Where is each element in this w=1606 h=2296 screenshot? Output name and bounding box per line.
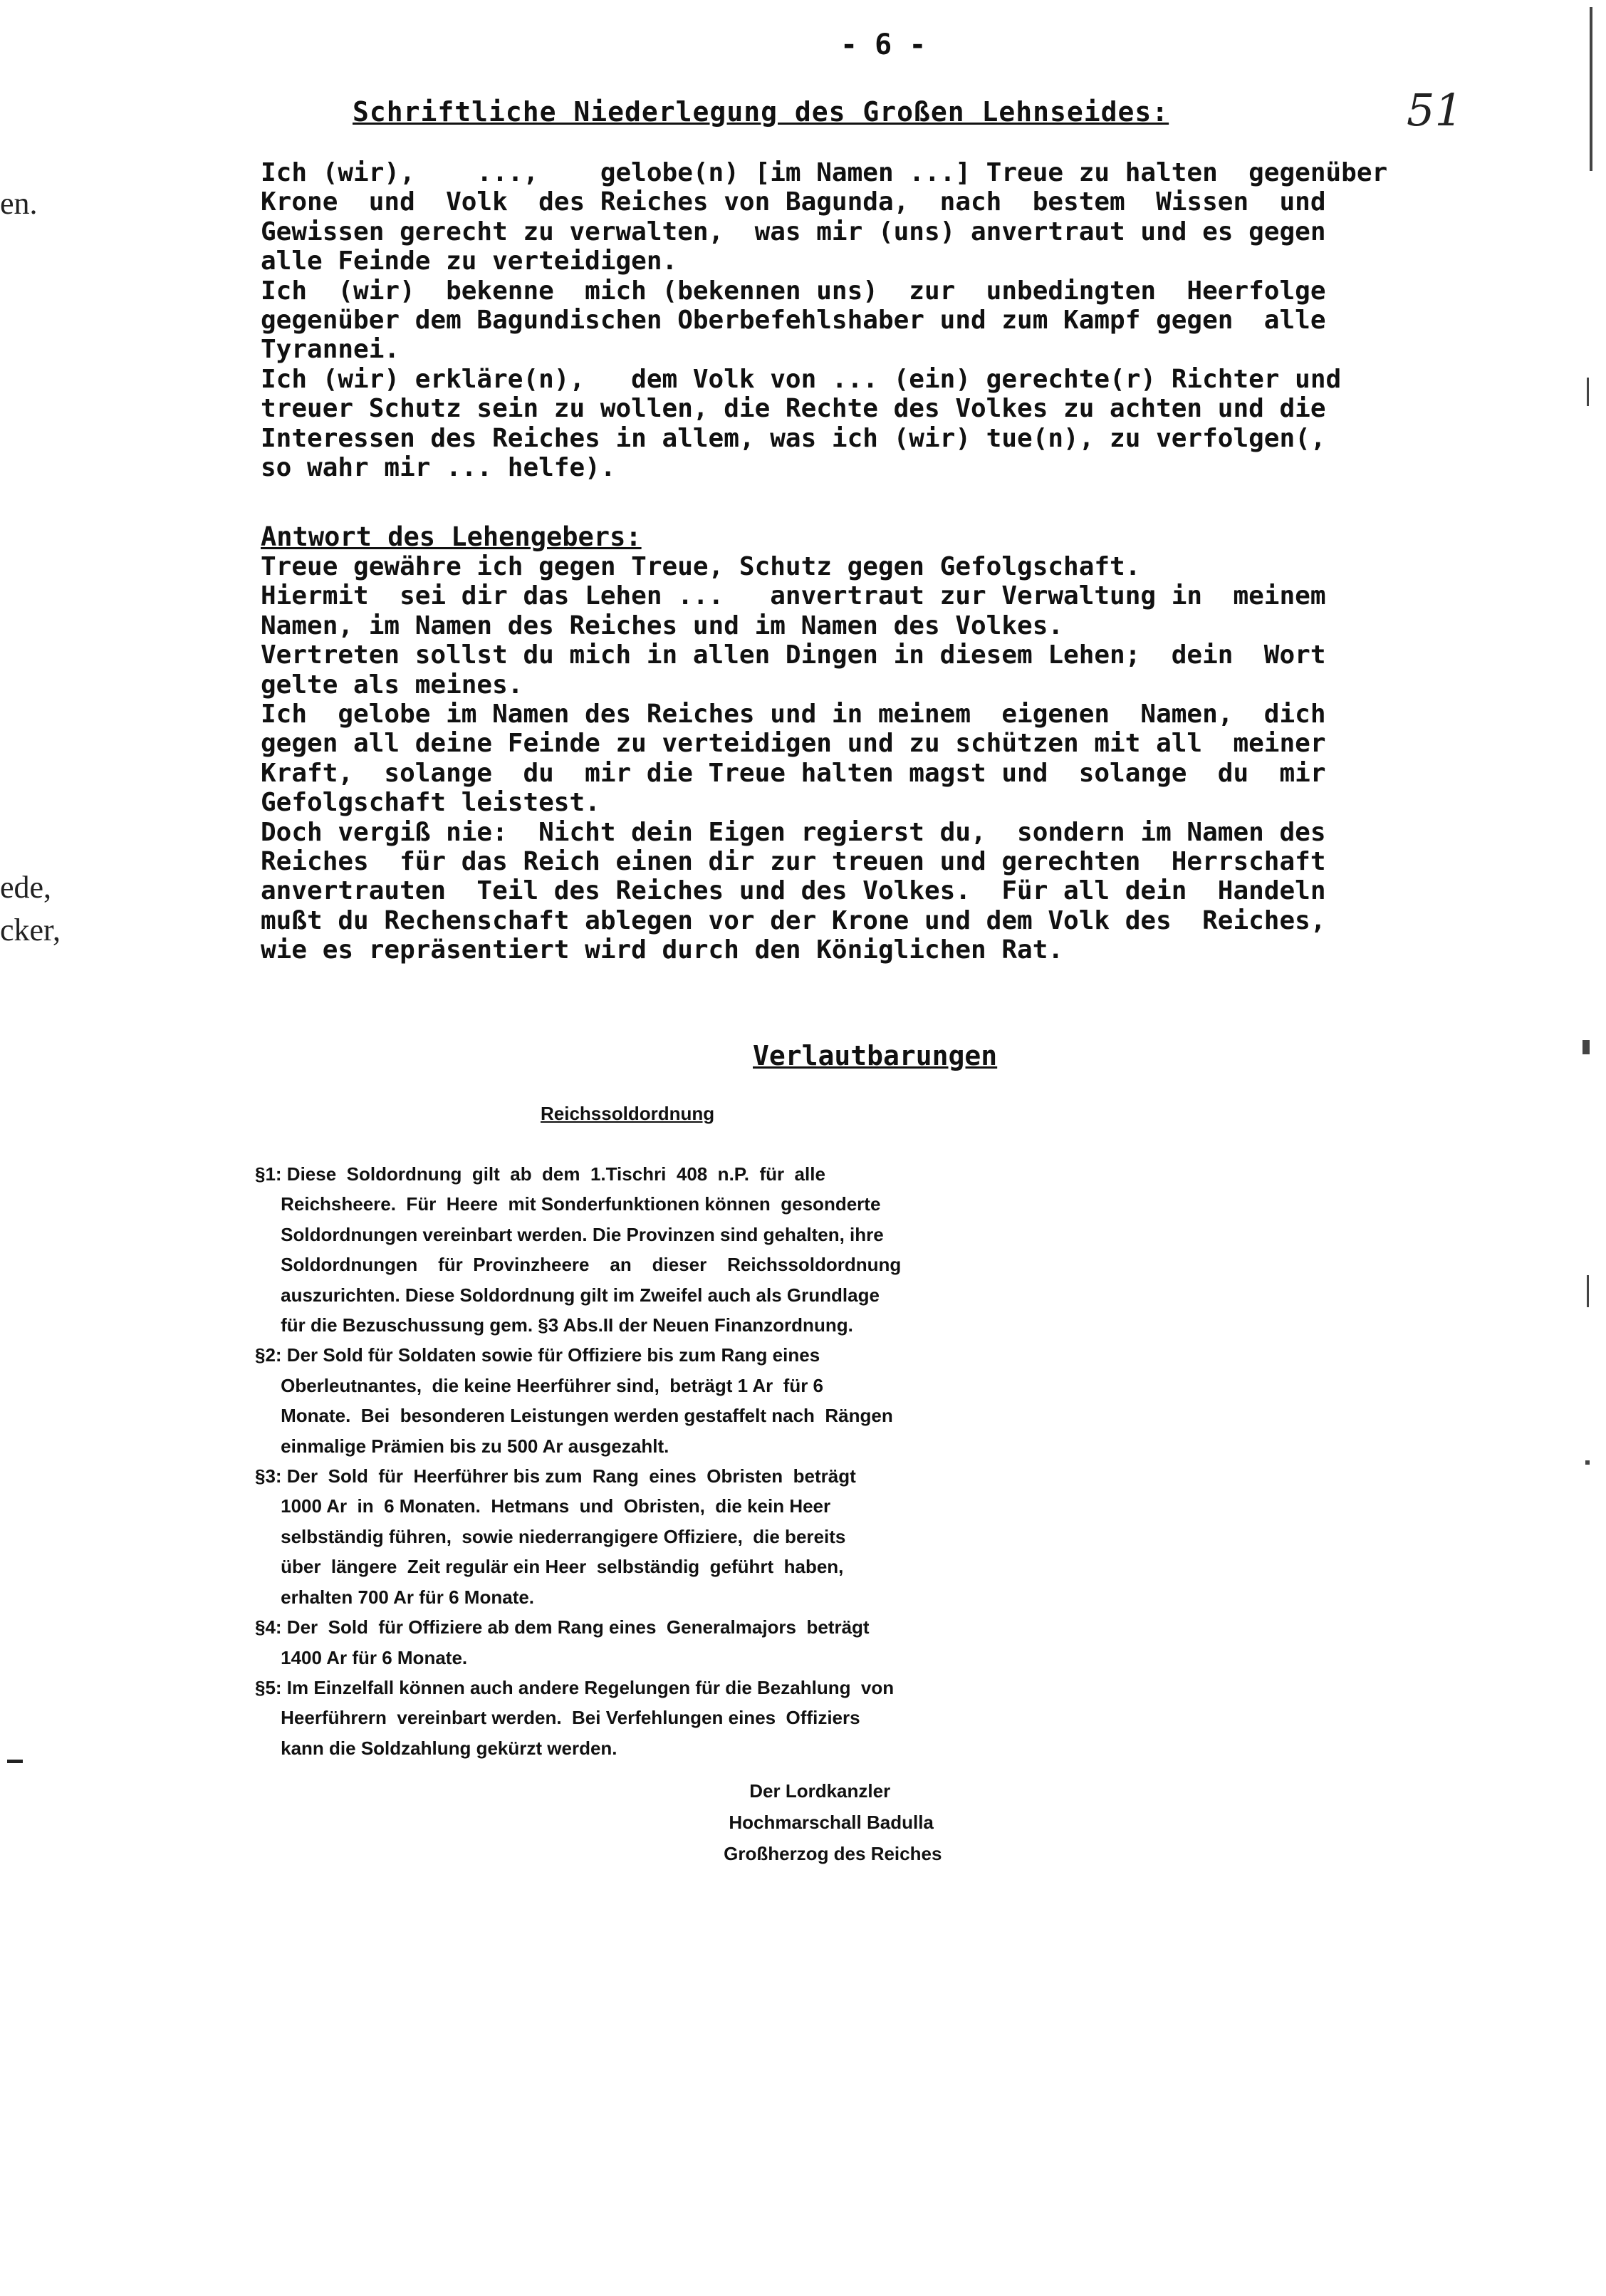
signature-name: Hochmarschall Badulla <box>698 1812 934 1833</box>
answer-heading: Antwort des Lehengebers: <box>261 521 642 552</box>
text-line: Doch vergiß nie: Nicht dein Eigen regierst du, sondern im Namen des <box>261 817 1326 847</box>
text-line: §4: Der Sold für Offiziere ab dem Rang eines Generalmajors beträgt <box>255 1616 870 1638</box>
text-line: Ich (wir) erkläre(n), dem Volk von ... (ein) gerechte(r) Richter und <box>261 364 1342 394</box>
text-line: Vertreten sollst du mich in allen Dingen in diesem Lehen; dein Wort <box>261 640 1326 670</box>
text-line: Oberleutnantes, die keine Heerführer sind, beträgt 1 Ar für 6 <box>255 1374 824 1396</box>
margin-fragment: ede, <box>0 870 52 905</box>
text-line: Monate. Bei besonderen Leistungen werden gestaffelt nach Rängen <box>255 1405 893 1427</box>
text-line: Ich (wir), ..., gelobe(n) [im Namen ...] Treue zu halten gegenüber <box>261 158 1388 187</box>
signature-block <box>698 1775 942 1869</box>
text-line: Treue gewähre ich gegen Treue, Schutz gegen Gefolgschaft. <box>261 552 1141 581</box>
scan-edge-mark <box>1585 1460 1590 1465</box>
text-line: Ich gelobe im Namen des Reiches und in meinem eigenen Namen, dich <box>261 700 1326 729</box>
text-line: Interessen des Reiches in allem, was ich (wir) tue(n), zu verfolgen(, <box>261 423 1326 453</box>
text-line: Hiermit sei dir das Lehen ... anvertraut zur Verwaltung in meinem <box>261 581 1326 611</box>
oath-heading: Schriftliche Niederlegung des Großen Lehnseides: <box>353 96 1169 128</box>
text-line: treuer Schutz sein zu wollen, die Rechte des Volkes zu achten und die <box>261 394 1326 424</box>
text-line: für die Bezuschussung gem. §3 Abs.II der Neuen Finanzordnung. <box>255 1314 853 1336</box>
text-line: Kraft, solange du mir die Treue halten magst und solange du mir <box>261 758 1326 788</box>
text-line: erhalten 700 Ar für 6 Monate. <box>255 1586 535 1608</box>
text-line: 1000 Ar in 6 Monaten. Hetmans und Obristen, die kein Heer <box>255 1495 831 1517</box>
oath-text <box>261 158 1516 482</box>
text-line: Reiches für das Reich einen dir zur treuen und gerechten Herrschaft <box>261 847 1326 877</box>
regulation-text <box>255 1159 1010 1763</box>
scan-edge-mark <box>1587 378 1589 406</box>
text-line: Tyrannei. <box>261 335 400 365</box>
regulation-title: Reichssoldordnung <box>541 1103 715 1124</box>
text-line: Krone und Volk des Reiches von Bagunda, nach bestem Wissen und <box>261 187 1326 217</box>
text-line: alle Feinde zu verteidigen. <box>261 246 678 276</box>
signature-title: Der Lordkanzler <box>698 1780 891 1802</box>
text-line: anvertrauten Teil des Reiches und des Volkes. Für all dein Handeln <box>261 876 1326 906</box>
text-line: §3: Der Sold für Heerführer bis zum Rang eines Obristen beträgt <box>255 1465 856 1487</box>
text-line: §5: Im Einzelfall können auch andere Regelungen für die Bezahlung von <box>255 1676 895 1698</box>
text-line: Gefolgschaft leistest. <box>261 788 600 818</box>
margin-fragment: en. <box>0 186 38 221</box>
text-line: so wahr mir ... helfe). <box>261 453 616 483</box>
scan-edge-mark <box>1587 1275 1589 1307</box>
text-line: §2: Der Sold für Soldaten sowie für Offiziere bis zum Rang eines <box>255 1344 820 1366</box>
text-line: gegenüber dem Bagundischen Oberbefehlshaber und zum Kampf gegen alle <box>261 306 1326 336</box>
text-line: Gewissen gerecht zu verwalten, was mir (uns) anvertraut und es gegen <box>261 217 1326 246</box>
text-line: gegen all deine Feinde zu verteidigen und zu schützen mit all meiner <box>261 729 1326 759</box>
text-line: 1400 Ar für 6 Monate. <box>255 1646 468 1668</box>
text-line: auszurichten. Diese Soldordnung gilt im Zweifel auch als Grundlage <box>255 1284 880 1306</box>
text-line: kann die Soldzahlung gekürzt werden. <box>255 1737 617 1759</box>
scan-edge-mark <box>1590 7 1592 171</box>
text-line: gelte als meines. <box>261 670 523 700</box>
text-line: mußt du Rechenschaft ablegen vor der Krone und dem Volk des Reiches, <box>261 905 1326 935</box>
text-line: wie es repräsentiert wird durch den Königlichen Rat. <box>261 935 1064 965</box>
margin-dash <box>7 1760 23 1763</box>
text-line: über längere Zeit regulär ein Heer selbständig geführt haben, <box>255 1556 844 1578</box>
text-line: einmalige Prämien bis zu 500 Ar ausgezahlt. <box>255 1435 669 1457</box>
text-line: Soldordnungen für Provinzheere an dieser Reichssoldordnung <box>255 1254 902 1276</box>
text-line: Soldordnungen vereinbart werden. Die Provinzen sind gehalten, ihre <box>255 1223 884 1245</box>
text-line: Heerführern vereinbart werden. Bei Verfehlungen eines Offiziers <box>255 1707 860 1729</box>
text-line: selbständig führen, sowie niederrangigere Offiziere, die bereits <box>255 1525 846 1547</box>
announcements-heading: Verlautbarungen <box>753 1040 998 1071</box>
page-number: - 6 - <box>840 28 927 61</box>
scan-edge-mark <box>1582 1040 1590 1054</box>
text-line: Namen, im Namen des Reiches und im Namen des Volkes. <box>261 611 1064 640</box>
text-line: Reichsheere. Für Heere mit Sonderfunktionen können gesonderte <box>255 1193 881 1215</box>
text-line: Ich (wir) bekenne mich (bekennen uns) zur unbedingten Heerfolge <box>261 276 1326 306</box>
margin-fragment: cker, <box>0 913 61 947</box>
answer-text <box>261 552 1516 965</box>
text-line: §1: Diese Soldordnung gilt ab dem 1.Tischri 408 n.P. für alle <box>255 1163 825 1185</box>
handwritten-page-number: 51 <box>1407 84 1463 136</box>
signature-rank: Großherzog des Reiches <box>698 1843 942 1864</box>
